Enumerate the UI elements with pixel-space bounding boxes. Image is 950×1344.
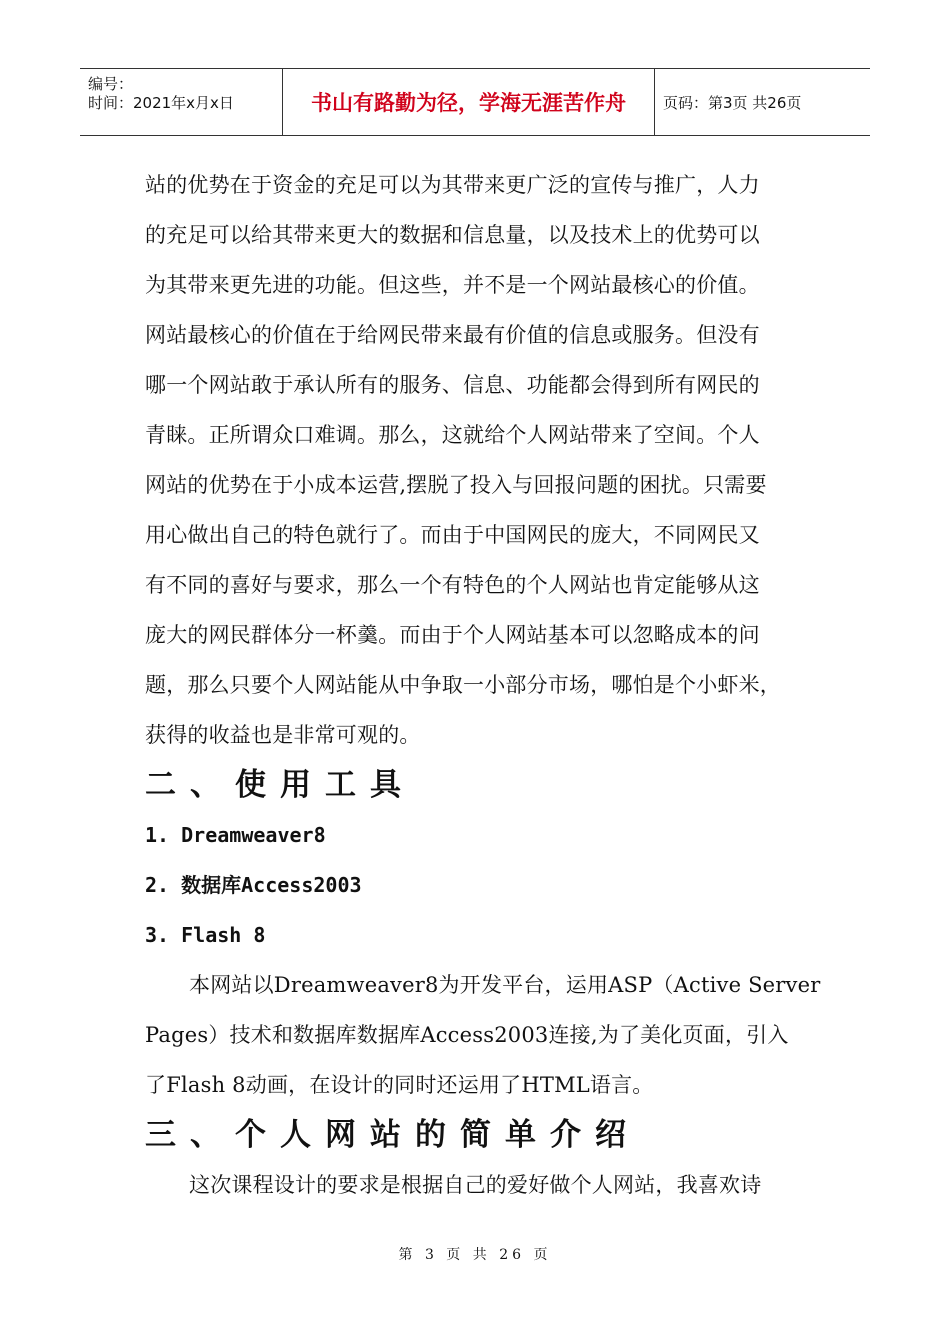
section-heading-tools: 二、使用工具 (145, 767, 415, 803)
text-line: 用心做出自己的特色就行了。而由于中国网民的庞大，不同网民又 (145, 523, 760, 547)
text-line: 哪一个网站敢于承认所有的服务、信息、功能都会得到所有网民的 (145, 373, 760, 397)
text-line: 为其带来更先进的功能。但这些，并不是一个网站最核心的价值。 (145, 273, 760, 297)
date-label: 时间：2021年x月x日 (88, 94, 234, 112)
paragraph-intro (145, 160, 815, 760)
paragraph-tools (145, 960, 821, 1110)
serial-label: 编号： (88, 75, 134, 93)
section-heading-intro: 三、个人网站的简单介绍 (145, 1117, 640, 1153)
header-motto: 书山有路勤为径，学海无涯苦作舟 (283, 69, 655, 135)
page-footer: 第 3 页 共 26 页 (398, 1247, 552, 1263)
list-item: 1. Dreamweaver8 (145, 823, 326, 847)
page-header (80, 68, 870, 136)
text-line: 青睐。正所谓众口难调。那么，这就给个人网站带来了空间。个人 (145, 423, 760, 447)
document-body (145, 160, 821, 1210)
text-line: 获得的收益也是非常可观的。 (145, 723, 421, 747)
text-line: 了Flash 8动画，在设计的同时还运用了HTML语言。 (145, 1073, 654, 1097)
text-line: 网站最核心的价值在于给网民带来最有价值的信息或服务。但没有 (145, 323, 760, 347)
text-line: Pages）技术和数据库数据库Access2003连接,为了美化页面，引入 (145, 1023, 789, 1047)
list-item: 2. 数据库Access2003 (145, 873, 362, 897)
text-line: 的充足可以给其带来更大的数据和信息量，以及技术上的优势可以 (145, 223, 760, 247)
text-line: 有不同的喜好与要求，那么一个有特色的个人网站也肯定能够从这 (145, 573, 760, 597)
paragraph-site-intro (145, 1160, 815, 1210)
text-line: 题，那么只要个人网站能从中争取一小部分市场，哪怕是个小虾米， (145, 673, 781, 697)
header-meta (80, 69, 283, 135)
text-line: 本网站以Dreamweaver8为开发平台，运用ASP（Active Server (189, 973, 821, 997)
list-item: 3. Flash 8 (145, 923, 266, 947)
header-page-info: 页码：第3页 共26页 (663, 93, 802, 112)
text-line: 庞大的网民群体分一杯羹。而由于个人网站基本可以忽略成本的问 (145, 623, 760, 647)
text-line: 这次课程设计的要求是根据自己的爱好做个人网站，我喜欢诗 (189, 1173, 762, 1197)
text-line: 站的优势在于资金的充足可以为其带来更广泛的宣传与推广，人力 (145, 173, 760, 197)
text-line: 网站的优势在于小成本运营,摆脱了投入与回报问题的困扰。只需要 (145, 473, 767, 497)
